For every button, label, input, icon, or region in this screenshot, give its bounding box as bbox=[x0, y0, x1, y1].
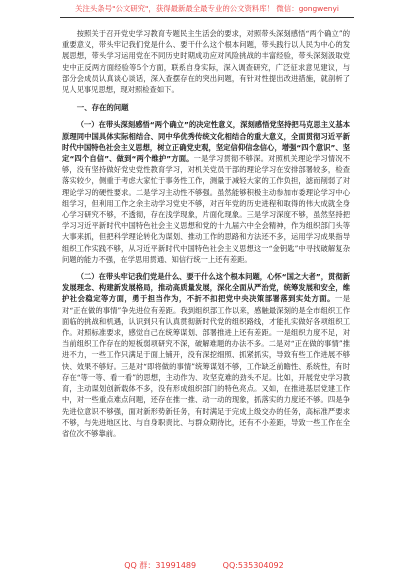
section-title: 一、存在的问题 bbox=[76, 103, 129, 113]
subsection-2-body: 一是对“正在做的事情”争先进位有差距。我到组织部工作以来，感触最深刻的是全市组织工作面临的挑战和机遇，认识到只有认真贯彻新时代党的组织路线，才能扎实做好各项组织工作。对照标准要求，感觉自己在统筹谋划、部署推进上还有差距。一是组织力度不足，对当前组织工作存在的短板弱项研究不深，破解难题的办法不多。二是对“正在做的事情”推进不力，一些工作只满足于面上铺开，没有深挖细照、抓紧抓实，导致有些工作进展不够快、效果不够好。三是对“即将做的事情”统筹谋划不够，工作缺乏前瞻性、系统性，有时存在“等一等、看一看”的思想，主动作为、攻坚克难的劲头不足。比如，开展党史学习教育，主动谋划创新载体不多，没有形成组织部门的特色亮点。又如，在推进基层党建工作中，对一些重点难点问题，还存在推一推、动一动的现象，抓落实的力度还不够。四是争先进位意识不够强，面对新形势新任务，有时满足于完成上级交办的任务，高标准严要求不够，与先进地区比、与自身职责比、与群众期待比，还有不小差距，导致一些工作在全省位次不够靠前。 bbox=[62, 294, 351, 438]
header-banner: 关注头条号"公文研究"，获得最新最全最专业的公文资料库！ 微信：gongwenyi bbox=[60, 3, 354, 18]
contact-footer bbox=[0, 560, 408, 571]
subsection-1-title: （一）在带头深刻感悟“两个确立”的决定性意义，深刻感悟党坚持把马克思主义基本原理同中国具体实际相结合、同中华优秀传统文化相结合的重大意义，全面贯彻习近平新时代中国特色社会主义思想，树立正确党史观，坚定信仰信念信心，增强“四个意识”、坚定“四个自信”、做到“两个维护”方面。 bbox=[62, 120, 350, 164]
subsection-2 bbox=[62, 271, 350, 439]
footer-qq: QQ:535304092 bbox=[222, 561, 284, 570]
subsection-2-title: （二）在带头牢记我们党是什么、要干什么这个根本问题，心怀“国之大者”，贯彻新发展理念、构建新发展格局，推动高质量发展，深化全面从严治党，统筹发展和安全，维护社会稳定等方面，勇于担当作为，不折不扣把党中央决策部署落到实处方面。 bbox=[62, 272, 350, 304]
footer-qq-group: QQ 群：31991489 bbox=[124, 561, 197, 570]
subsection-1-body: 一是学习贯彻不够深。对照机关理论学习情况不够，没有坚持做好党史党性教育学习，对机关党员干部的理论学习在安排部署较多，检查落实较少，侧重于考虑大家忙于事务性工作，测量于减轻大家的工作负担，滤而削弱了对理论学习的硬性要求。二是学习主动性不够强。虽然能够积极主动参加市委理论学习中心组学习，但利用工作之余主动学习党史不够，对百年党的历史进程和取得的伟大成就全身心学习研究不够，不透彻，存在浅学现象，片面化现象。三是学习深度不够，虽然坚持把学习习近平新时代中国特色社会主义思想和党的十九届六中全会精神，作为组织部门头等大事来抓，但把科学理论转化为谋划、推动工作的思路和方法还不多，运用学习成果指导组织工作实践不够，从习近平新时代中国特色社会主义思想这一“金钥匙”中寻找破解复杂问题的能力不强，在学思用贯通、知信行统一上还有差距。 bbox=[62, 154, 350, 264]
intro-paragraph: 按照关于召开党史学习教育专题民主生活会的要求，对照带头深刻感悟“两个确立”的重要意义，带头牢记我们党是什么、要干什么这个根本问题，带头践行以人民为中心的发展思想，带头学习运用党在不同历史时期成功应对风险挑战的丰富经验，带头深刻汲取党史中正反两方面经验等5个方面，联系自身实际，深入调查研究，广泛征求意见建议，与部分会成员认真谈心谈话，深入查摆存在的突出问题，有针对性提出改进措施，就剖析了见人见事见思想，现对照检查如下。 bbox=[62, 29, 350, 95]
document-body bbox=[62, 28, 350, 439]
subsection-1 bbox=[62, 119, 350, 265]
